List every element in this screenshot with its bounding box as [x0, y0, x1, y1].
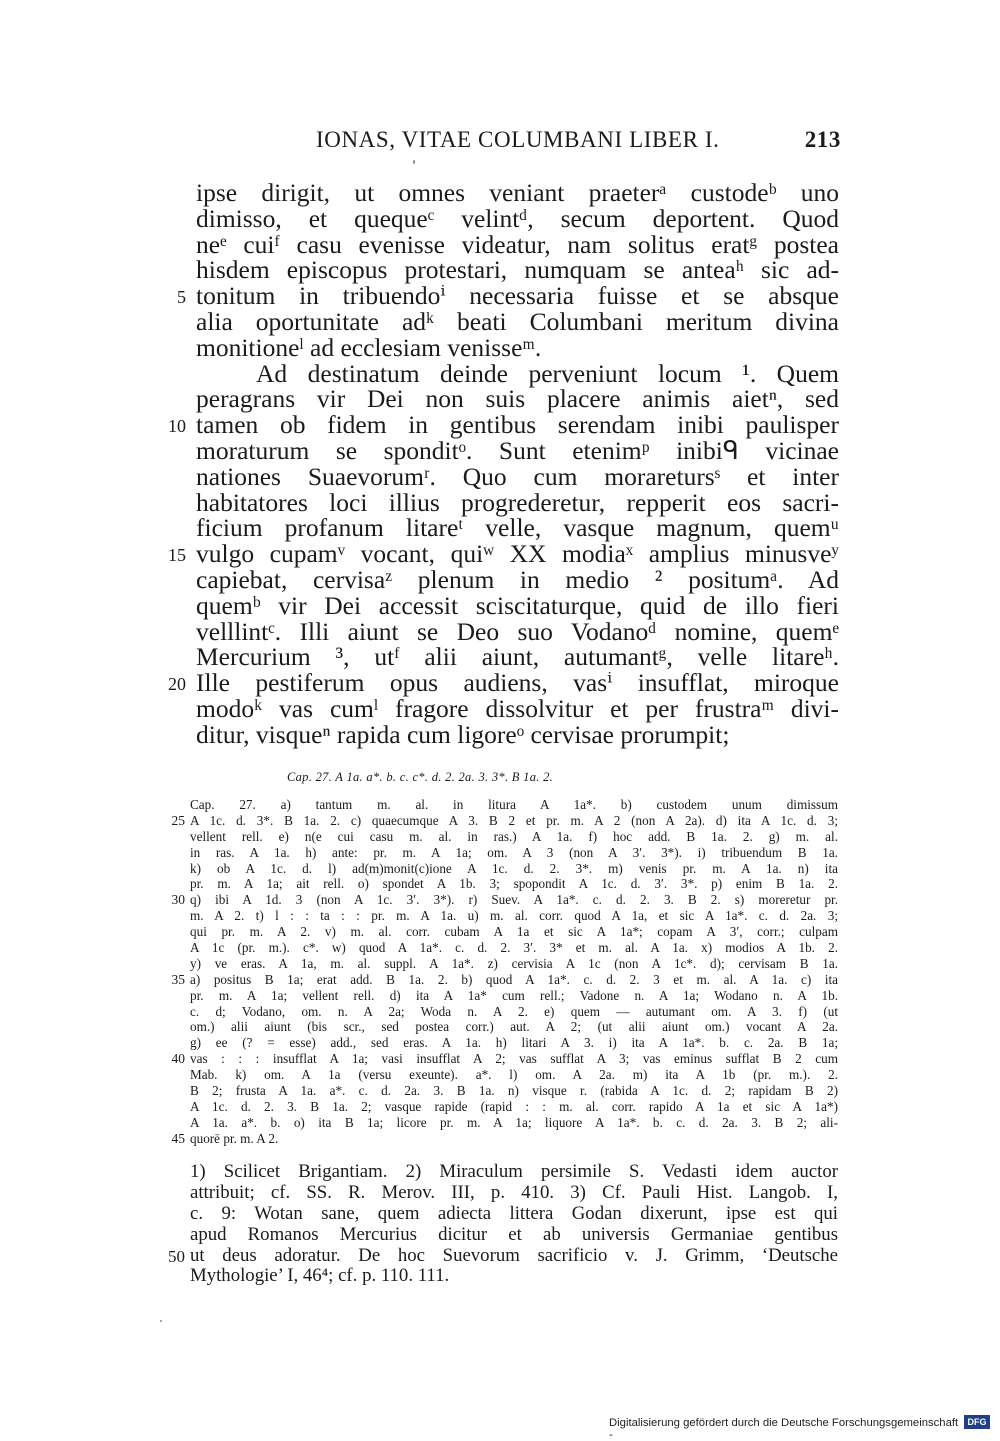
page-number: 213	[804, 127, 841, 152]
manuscripts-line: Cap. 27. A 1a. a*. b. c. c*. d. 2. 2a. 3. 3*. B 1a. 2.	[287, 770, 554, 784]
line-number: 35	[171, 971, 185, 987]
footnotes-line	[190, 1162, 838, 1183]
apparatus-line	[171, 892, 838, 908]
line-text: capiebat, cervisaᶻ plenum in medio ² positumᵃ. Ad	[196, 564, 839, 594]
line-text: modoᵏ vas cumˡ fragore dissolvitur et per frustraᵐ divi-	[196, 693, 839, 723]
line-text: q) ibi A 1d. 3 (non A 1c. 3′. 3*). r) Suev. A 1a*. c. d. 2. 3. B 2. s) moreretur pr.	[190, 892, 838, 908]
apparatus-line	[190, 1067, 838, 1083]
line-text: y) ve eras. A 1a, m. al. suppl. A 1a*. z) cervisia A 1c (non A 1c*. d); cervisam B 1a.	[190, 955, 838, 971]
line-text: A 1c (pr. m.). c*. w) quod A 1a*. c. d. 2. 3′. 3* et m. al. A 1a. x) modios A 1b. 2.	[190, 940, 838, 956]
scan-speck	[413, 160, 415, 164]
scan-speck	[160, 1320, 162, 1322]
main-text-line	[196, 306, 839, 336]
line-text: tamen ob fidem in gentibus serendam inibi paulisper	[196, 410, 839, 440]
line-text: moraturum se sponditᵒ. Sunt etenimᵖ inibiᑫ vicinae	[196, 435, 839, 465]
footnotes-line	[190, 1183, 838, 1204]
apparatus-line	[190, 1035, 838, 1051]
apparatus-line	[190, 797, 838, 813]
main-text-line	[196, 693, 839, 723]
main-text-line	[196, 180, 839, 206]
main-text-line	[196, 257, 839, 283]
line-text: A 1a. a*. b. o) ita B 1a; licore pr. m. A 1a; liquore A 1a*. b. c. d. 2a. 3. B 2; ali-	[190, 1114, 838, 1130]
apparatus-line	[190, 876, 838, 892]
line-text: quorē pr. m. A 2.	[190, 1130, 279, 1146]
line-text: a) positus B 1a; erat add. B 1a. 2. b) quod A 1a*. c. d. 2. 3 et m. al. A 1a. c) ita	[190, 971, 838, 987]
line-text: Cap. 27. a) tantum m. al. in litura A 1a*. b) custodem unum dimissum	[190, 797, 838, 812]
line-text: c. 9: Wotan sane, quem adiecta littera Godan dixerunt, ipse est qui	[190, 1202, 838, 1224]
main-text-line	[196, 386, 839, 412]
line-text: peragrans vir Dei non suis placere animis aietⁿ, sed	[196, 384, 839, 414]
line-text: Mercurium ³, utᶠ alii aiunt, autumantᵍ, velle litareʰ.	[196, 642, 839, 672]
line-text: tonitum in tribuendoⁱ necessaria fuisse et se absque	[196, 281, 839, 311]
main-text-line	[196, 229, 839, 259]
main-text-line	[196, 515, 839, 541]
apparatus-line	[190, 1099, 838, 1115]
digitization-credit: Digitalisierung gefördert durch die Deutsche Forschungsgemeinschaft -	[609, 1417, 959, 1441]
footnotes-line	[190, 1225, 838, 1246]
main-text-line	[168, 668, 839, 698]
line-text: vas : : : insufflat A 1a; vasi insufflat A 2; vas sufflat A 3; vas eminus sufflat B 2 cum	[190, 1051, 838, 1067]
line-text: neᵉ cuiᶠ casu evenisse videatur, nam solitus eratᵍ postea	[196, 229, 839, 259]
line-number: 5	[177, 287, 186, 308]
line-text: dimisso, et quequeᶜ velintᵈ, secum deportent. Quod	[196, 203, 839, 233]
line-text: quemᵇ vir Dei accessit sciscitaturque, quid de illo fieri	[196, 590, 839, 620]
critical-apparatus	[171, 797, 838, 1147]
apparatus-line	[171, 1051, 838, 1067]
line-number: 15	[168, 545, 186, 566]
line-text: vulgo cupamᵛ vocant, quiʷ XX modiaˣ amplius minusveʸ	[196, 539, 839, 569]
line-number: 30	[171, 892, 185, 908]
line-number: 20	[168, 674, 186, 695]
running-header	[316, 127, 841, 157]
line-number: 10	[168, 416, 186, 437]
main-text-line	[196, 564, 839, 594]
main-text-line	[196, 358, 839, 388]
apparatus-line	[190, 924, 838, 940]
line-text: habitatores loci illius progrederetur, repperit eos sacri-	[196, 487, 839, 517]
apparatus-line	[190, 1004, 838, 1020]
line-text: alia oportunitate adᵏ beati Columbani meritum divina	[196, 306, 839, 336]
line-text: Mab. k) om. A 1a (versu exeunte). a*. l) om. A 2a. m) ita A 1b (pr. m.). 2.	[190, 1067, 838, 1083]
line-text: velllintᶜ. Illi aiunt se Deo suo Vodanoᵈ nomine, quemᵉ	[196, 616, 839, 646]
footnotes-line	[190, 1266, 838, 1287]
main-text-line	[196, 487, 839, 517]
line-text: om.) alii aiunt (bis scr., sed postea corr.) aut. A 2; (ut alii aiunt om.) vocant A 2a.	[190, 1019, 838, 1035]
line-text: in ras. A 1a. h) ante: pr. m. A 1a; om. A 3 (non A 3′. 3*). i) tribuendum B 1a.	[190, 844, 838, 860]
line-text: k) ob A 1c. d. l) ad(m)monit(c)ione A 1c. d. 2. 3*. m) venis pr. m. A 1a. n) ita	[190, 860, 838, 876]
line-text: monitioneˡ ad ecclesiam venisseᵐ.	[196, 332, 542, 362]
main-text-line	[196, 644, 839, 670]
apparatus-line	[190, 1115, 838, 1131]
main-text-line	[168, 539, 839, 569]
main-text-line	[196, 616, 839, 646]
line-text: pr. m. A 1a; ait rell. o) spondet A 1b. 3; spopondit A 1c. d. 3′. 3*. p) enim B 1a. 2.	[190, 876, 838, 892]
line-text: ut deus adoratur. De hoc Suevorum sacrificio v. J. Grimm, ‘Deutsche	[190, 1244, 838, 1266]
main-text	[168, 178, 839, 749]
line-text: Ille pestiferum opus audiens, vasⁱ insufflat, miroque	[196, 668, 839, 698]
line-text: m. A 2. t) l : : ta : : pr. m. A 1a. u) m. al. corr. quod A 1a, et sic A 1a*. c. d. 2a. 3;	[190, 908, 838, 924]
line-text: A 1c. d. 3*. B 1a. 2. c) quaecumque A 3. B 2 et pr. m. A 2 (non A 2a). d) ita A 1c. d. 3;	[190, 812, 838, 828]
line-text: g) ee (? = esse) add., sed eras. A 1a. h) litari A 3. i) ita A 1a*. b. c. 2a. B 1a;	[190, 1035, 838, 1051]
line-text: hisdem episcopus protestari, numquam se anteaʰ sic ad-	[196, 255, 839, 285]
main-text-line	[196, 435, 839, 465]
line-text: qui pr. m. A 2. v) m. al. corr. cubam A 1a et sic A 1a*; copam A 3′, corr.; culpam	[190, 924, 838, 940]
main-text-line	[168, 410, 839, 440]
line-text: c. d; Vodano, om. n. A 2a; Woda n. A 2. e) quem — autumant om. A 3. f) (ut	[190, 1003, 838, 1019]
apparatus-line	[190, 940, 838, 956]
line-text: ficium profanum litareᵗ velle, vasque magnum, quemᵘ	[196, 513, 839, 543]
line-number: 45	[171, 1130, 185, 1146]
line-text: B 2; frusta A 1a. a*. c. d. 2a. 3. B 1a. n) visque r. (rabida A 1c. d. 2; rapidam B 2)	[190, 1083, 838, 1099]
dfg-logo: DFG	[964, 1415, 990, 1429]
line-number: 25	[171, 812, 185, 828]
line-text: pr. m. A 1a; vellent rell. d) ita A 1a* cum rell.; Vadone n. A 1a; Wodano n. A 1b.	[190, 987, 838, 1003]
apparatus-line	[190, 829, 838, 845]
line-text: apud Romanos Mercurius dicitur et ab universis Germaniae gentibus	[190, 1223, 838, 1245]
line-number: 50	[168, 1246, 185, 1266]
main-text-line	[196, 590, 839, 620]
apparatus-line	[171, 812, 838, 829]
apparatus-line	[190, 988, 838, 1004]
main-text-line	[177, 281, 839, 311]
line-text: Mythologie’ I, 46⁴; cf. p. 110. 111.	[190, 1265, 450, 1287]
apparatus-line	[190, 1083, 838, 1099]
line-text: vellent rell. e) n(e cui casu m. al. in ras.) A 1a. f) hoc add. B 1a. 2. g) m. al.	[190, 828, 838, 844]
line-number: 40	[171, 1051, 185, 1067]
apparatus-line	[171, 1130, 838, 1147]
apparatus-line	[190, 956, 838, 972]
apparatus-line	[190, 845, 838, 861]
line-text: nationes Suaevorumʳ. Quo cum moraretursˢ et inter	[196, 461, 839, 491]
line-text: Ad destinatum deinde perveniunt locum ¹. Quem	[256, 358, 839, 388]
apparatus-line	[190, 861, 838, 877]
main-text-line	[196, 461, 839, 491]
apparatus-line	[190, 1019, 838, 1035]
main-text-line	[196, 203, 839, 233]
apparatus-line	[171, 971, 838, 988]
main-text-line	[196, 332, 839, 362]
line-text: ditur, visqueⁿ rapida cum ligoreᵒ cervisae prorumpit;	[196, 719, 730, 749]
line-text: 1) Scilicet Brigantiam. 2) Miraculum persimile S. Vedasti idem auctor	[190, 1161, 838, 1182]
line-text: ipse dirigit, ut omnes veniant praeterᵃ custodeᵇ uno	[196, 178, 839, 207]
footnotes-line	[168, 1244, 838, 1267]
line-text: attribuit; cf. SS. R. Merov. III, p. 410. 3) Cf. Pauli Hist. Langob. I,	[190, 1181, 838, 1203]
main-text-line	[196, 719, 839, 749]
running-title: IONAS, VITAE COLUMBANI LIBER I.	[316, 127, 720, 152]
footnotes-line	[190, 1204, 838, 1225]
apparatus-line	[190, 908, 838, 924]
line-text: A 1c. d. 2. 3. B 1a. 2; vasque rapide (rapid : : m. al. corr. rapido A 1a et sic A 1a*)	[190, 1098, 838, 1114]
footnotes	[168, 1161, 838, 1287]
